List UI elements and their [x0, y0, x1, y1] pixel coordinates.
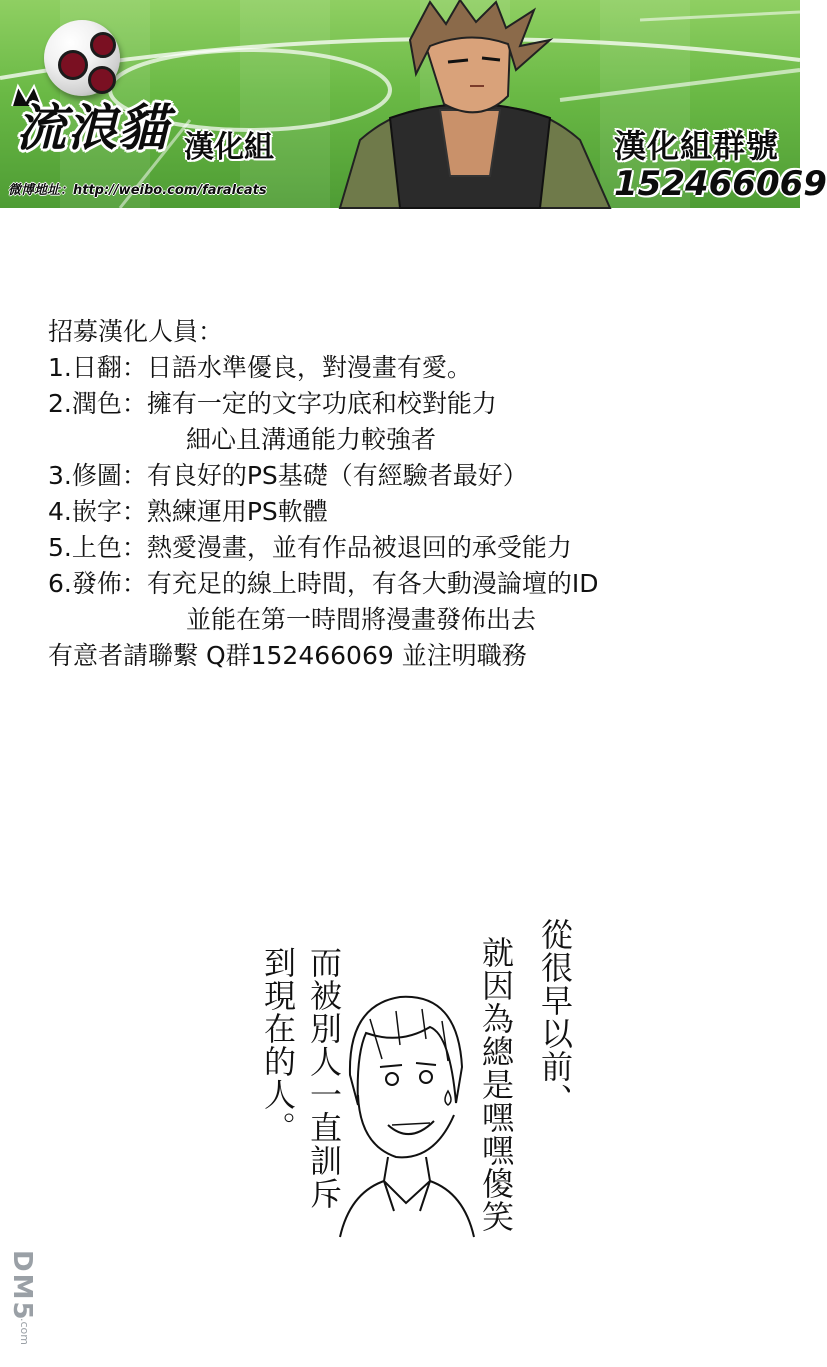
logo-title: 流浪貓: [16, 99, 169, 157]
caption-column: 到現在的人。: [259, 946, 297, 1144]
dm5-watermark-logo: DM5: [7, 1250, 37, 1322]
recruit-line-proofreader-cont: 細心且溝通能力較強者: [186, 425, 437, 454]
weibo-address: 微博地址：http://weibo.com/faralcats: [8, 183, 267, 198]
recruit-line-publisher: 6.發佈：有充足的線上時間，有各大動漫論壇的ID: [48, 569, 599, 598]
dm5-watermark-domain: .com: [18, 1318, 31, 1345]
recruit-line-cleaner: 3.修圖：有良好的PS基礎（有經驗者最好）: [48, 461, 528, 490]
recruitment-notice: [48, 314, 788, 674]
caption-column: 從很早以前、: [536, 918, 574, 1116]
recruit-title: 招募漢化人員：: [48, 317, 224, 346]
group-banner: [0, 0, 827, 208]
anime-character-illustration: [320, 0, 620, 208]
caption-column: 而被別人一直訓斥: [305, 946, 343, 1210]
recruit-line-typesetter: 4.嵌字：熟練運用PS軟體: [48, 497, 328, 526]
recruit-line-colorist: 5.上色：熱愛漫畫，並有作品被退回的承受能力: [48, 533, 572, 562]
recruit-line-translator: 1.日翻：日語水準優良，對漫畫有愛。: [48, 353, 472, 382]
caption-column: 就因為總是嘿嘿傻笑: [477, 936, 515, 1233]
group-number-label: 漢化組群號: [614, 127, 780, 165]
recruit-line-publisher-cont: 並能在第一時間將漫畫發佈出去: [186, 605, 537, 634]
smiling-man-drawing: [330, 975, 480, 1245]
recruit-contact: 有意者請聯繫 Q群152466069 並注明職務: [48, 641, 527, 670]
soccer-ball-icon: [44, 20, 120, 96]
recruit-line-proofreader: 2.潤色：擁有一定的文字功底和校對能力: [48, 389, 497, 418]
logo-subtitle: 漢化組: [184, 130, 274, 165]
group-number: 152466069: [614, 164, 827, 204]
